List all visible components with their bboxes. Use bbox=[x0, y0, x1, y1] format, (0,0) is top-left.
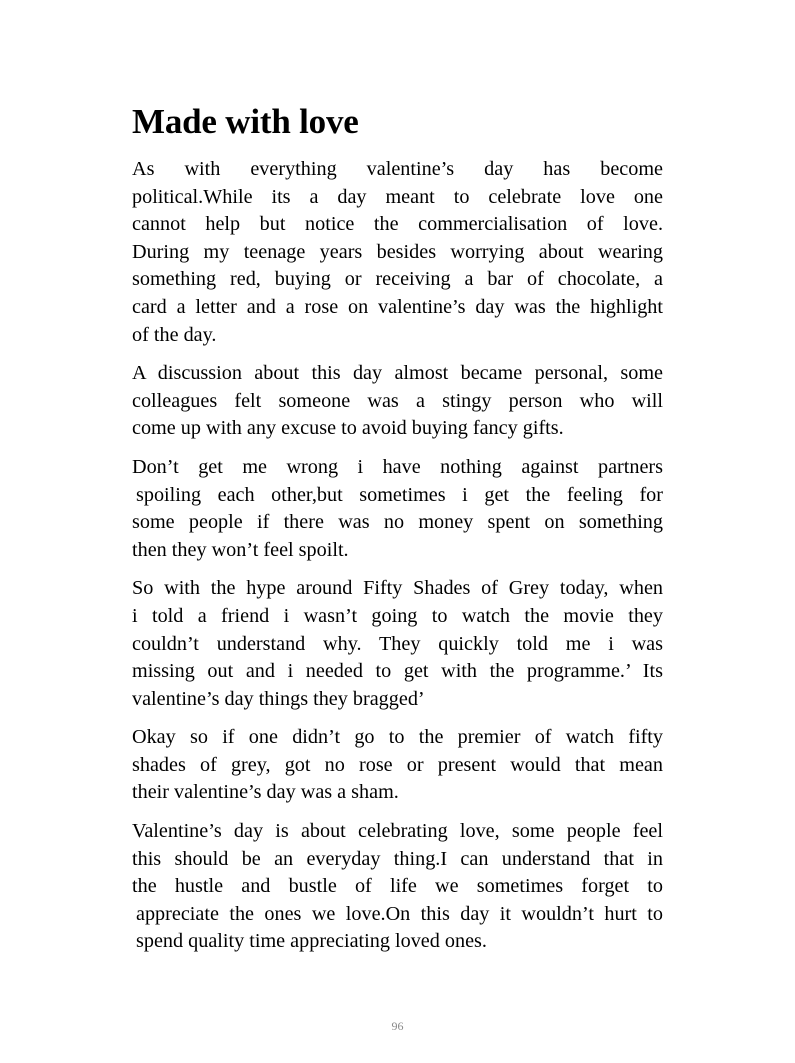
text-line: of the day. bbox=[132, 323, 217, 346]
text-line: shades of grey, got no rose or present would that mean bbox=[132, 753, 663, 776]
text-line: spend quality time appreciating loved ones. bbox=[136, 930, 487, 953]
text-line: political.While its a day meant to celebrate love one bbox=[132, 185, 663, 208]
text-line: card a letter and a rose on valentine’s day was the highlight bbox=[132, 295, 663, 318]
text-line: valentine’s day things they bragged’ bbox=[132, 687, 425, 710]
text-line: missing out and i needed to get with the programme.’ Its bbox=[132, 660, 663, 683]
text-line: some people if there was no money spent on something bbox=[132, 511, 663, 534]
document-page bbox=[132, 100, 663, 967]
paragraph-6 bbox=[132, 818, 663, 956]
text-line: Valentine’s day is about celebrating love, some people feel bbox=[132, 820, 663, 843]
paragraph-4 bbox=[132, 575, 663, 713]
text-line: Don’t get me wrong i have nothing against partners bbox=[132, 455, 663, 478]
paragraph-5 bbox=[132, 724, 663, 807]
text-line: their valentine’s day was a sham. bbox=[132, 781, 399, 804]
paragraph-2 bbox=[132, 360, 663, 443]
text-line: As with everything valentine’s day has become bbox=[132, 158, 663, 180]
page-title: Made with love bbox=[132, 102, 359, 141]
text-line: cannot help but notice the commercialisation of love. bbox=[132, 213, 663, 236]
text-line: couldn’t understand why. They quickly told me i was bbox=[132, 632, 663, 655]
paragraph-3 bbox=[132, 454, 663, 564]
text-line: spoiling each other,but sometimes i get the feeling for bbox=[136, 483, 663, 506]
text-line: colleagues felt someone was a stingy person who will bbox=[132, 389, 663, 412]
text-line: this should be an everyday thing.I can understand that in bbox=[132, 847, 663, 870]
text-line: something red, buying or receiving a bar of chocolate, a bbox=[132, 268, 663, 291]
text-line: A discussion about this day almost became personal, some bbox=[132, 362, 663, 385]
text-line: then they won’t feel spoilt. bbox=[132, 538, 349, 561]
text-line: During my teenage years besides worrying about wearing bbox=[132, 240, 663, 263]
text-line: So with the hype around Fifty Shades of Grey today, when bbox=[132, 577, 663, 600]
paragraph-1 bbox=[132, 156, 663, 349]
text-line: appreciate the ones we love.On this day it wouldn’t hurt to bbox=[136, 902, 663, 925]
text-line: i told a friend i wasn’t going to watch the movie they bbox=[132, 604, 663, 627]
text-line: Okay so if one didn’t go to the premier of watch fifty bbox=[132, 726, 663, 749]
text-line: come up with any excuse to avoid buying fancy gifts. bbox=[132, 417, 564, 440]
page-number: 96 bbox=[391, 1019, 404, 1033]
text-line: the hustle and bustle of life we sometimes forget to bbox=[132, 875, 663, 898]
